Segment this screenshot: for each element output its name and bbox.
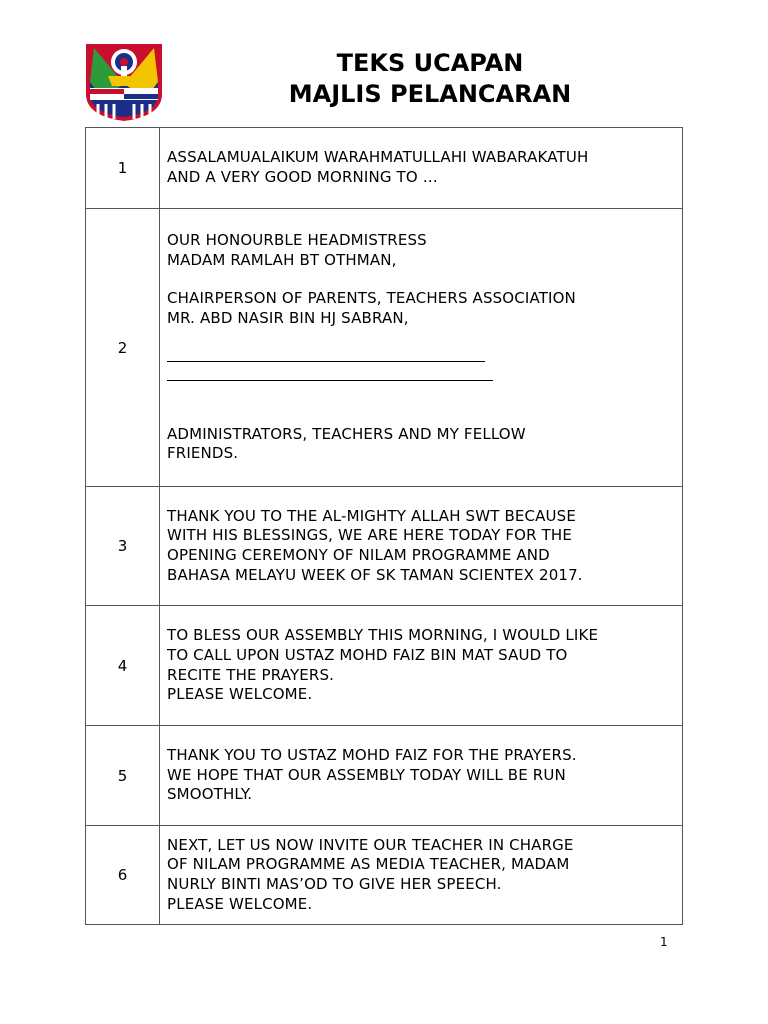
fill-in-blank-line [167,348,678,368]
row-text: ASSALAMUALAIKUM WARAHMATULLAHI WABARAKATUH AND A VERY GOOD MORNING TO … [160,128,683,209]
row-number: 3 [86,487,160,606]
row-text: OUR HONOURBLE HEADMISTRESS MADAM RAMLAH BT OTHMAN, CHAIRPERSON OF PARENTS, TEACHERS ASSOCIATION MR. ABD NASIR BIN HJ SABRAN, ADMINISTRATORS, TEACHERS AND MY FELLOW FRIENDS. [160,209,683,487]
row-number: 5 [86,726,160,826]
page-number: 1 [660,935,668,949]
table-row [86,606,683,726]
row-number: 6 [86,826,160,925]
row-number: 2 [86,209,160,487]
table-row [86,726,683,826]
row-text: THANK YOU TO THE AL-MIGHTY ALLAH SWT BECAUSE WITH HIS BLESSINGS, WE ARE HERE TODAY FOR THE OPENING CEREMONY OF NILAM PROGRAMME AND BAHASA MELAYU WEEK OF SK TAMAN SCIENTEX 2017. [160,487,683,606]
table-row [86,826,683,925]
table-row [86,209,683,487]
school-crest-icon [84,42,164,122]
speech-table [85,127,683,925]
row-number: 4 [86,606,160,726]
table-row [86,487,683,606]
table-row [86,128,683,209]
row-number: 1 [86,128,160,209]
row-text: THANK YOU TO USTAZ MOHD FAIZ FOR THE PRAYERS. WE HOPE THAT OUR ASSEMBLY TODAY WILL BE RUN SMOOTHLY. [160,726,683,826]
document-subtitle: MAJLIS PELANCARAN [288,80,572,108]
fill-in-blank-line [167,367,678,387]
row-text: NEXT, LET US NOW INVITE OUR TEACHER IN CHARGE OF NILAM PROGRAMME AS MEDIA TEACHER, MADAM NURLY BINTI MAS’OD TO GIVE HER SPEECH. PLEASE WELCOME. [160,826,683,925]
document-title: TEKS UCAPAN [336,49,524,77]
row-text: TO BLESS OUR ASSEMBLY THIS MORNING, I WOULD LIKE TO CALL UPON USTAZ MOHD FAIZ BIN MAT SAUD TO RECITE THE PRAYERS. PLEASE WELCOME. [160,606,683,726]
